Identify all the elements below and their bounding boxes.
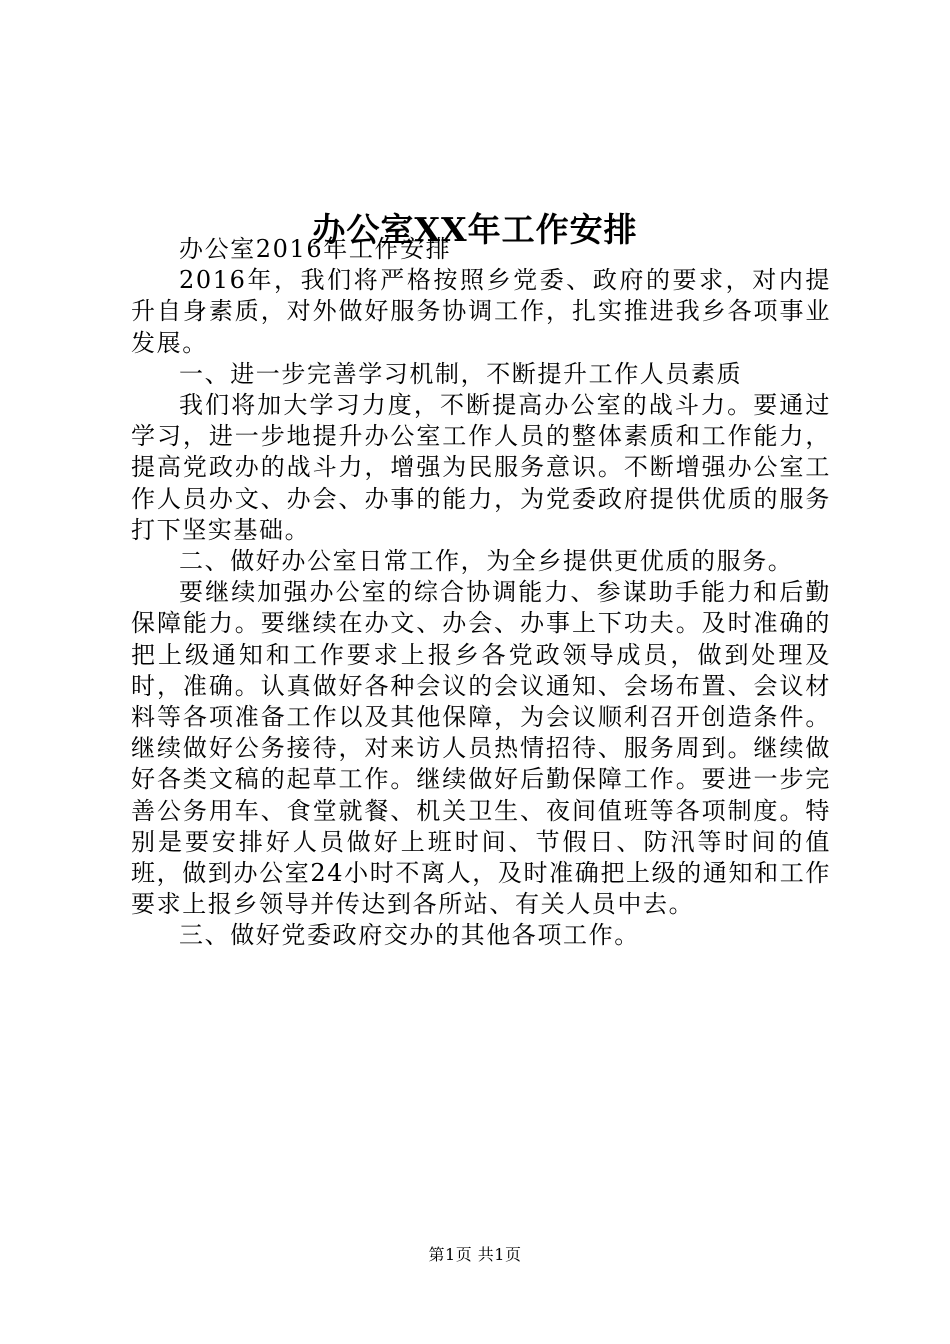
section-heading-2: 二、做好办公室日常工作，为全乡提供更优质的服务。 bbox=[179, 547, 794, 576]
page-footer: 第1页 共1页 bbox=[428, 1245, 522, 1264]
paragraph-intro: 2016年，我们将严格按照乡党委、政府的要求，对内提升自身素质，对外做好服务协调工作，扎实推进我乡各项事业发展。 bbox=[131, 266, 831, 357]
section-heading-1: 一、进一步完善学习机制，不断提升工作人员素质 bbox=[179, 359, 743, 388]
paragraph-subtitle: 办公室2016年工作安排 bbox=[179, 235, 452, 263]
paragraph-section-2: 要继续加强办公室的综合协调能力、参谋助手能力和后勤保障能力。要继续在办文、办会、办事上下功夫。及时准确的把上级通知和工作要求上报乡各党政领导成员，做到处理及时，准确。认真做好各种会议的会议通知、会场布置、会议材料等各项准备工作以及其他保障，为会议顺利召开创造条件。继续做好公务接待，对来访人员热情招待、服务周到。继续做好各类文稿的起草工作。继续做好后勤保障工作。要进一步完善公务用车、食堂就餐、机关卫生、夜间值班等各项制度。特别是要安排好人员做好上班时间、节假日、防汛等时间的值班，做到办公室24小时不离人，及时准确把上级的通知和工作要求上报乡领导并传达到各所站、有关人员中去。 bbox=[131, 578, 831, 919]
document-title: 办公室XX年工作安排 bbox=[312, 210, 638, 250]
section-heading-3: 三、做好党委政府交办的其他各项工作。 bbox=[179, 921, 640, 950]
paragraph-section-1: 我们将加大学习力度，不断提高办公室的战斗力。要通过学习，进一步地提升办公室工作人员的整体素质和工作能力，提高党政办的战斗力，增强为民服务意识。不断增强办公室工作人员办文、办会、办事的能力，为党委政府提供优质的服务打下坚实基础。 bbox=[131, 391, 831, 544]
document-body bbox=[131, 234, 831, 952]
